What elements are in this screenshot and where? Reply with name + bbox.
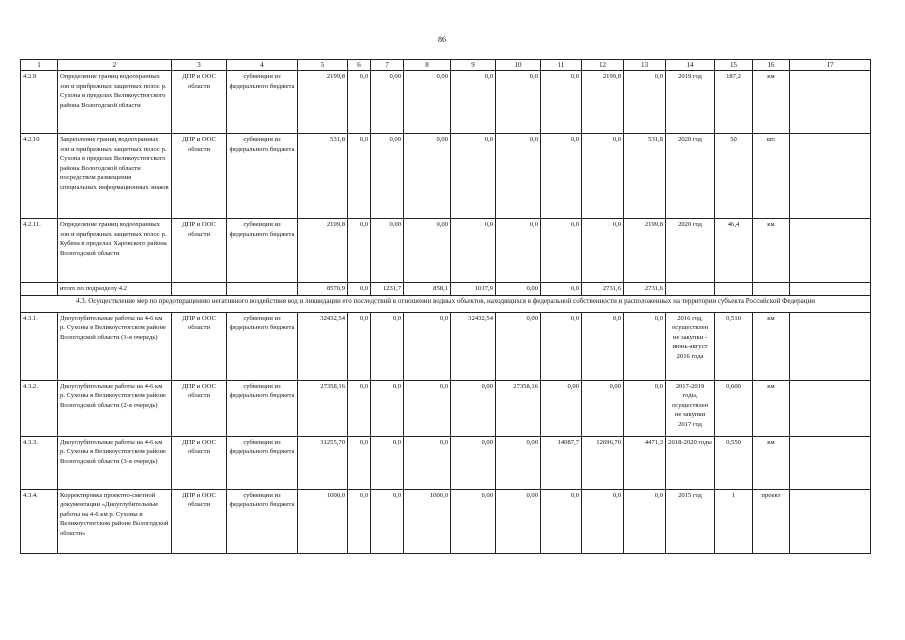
- section-title: 4.3. Осуществление мер по предотвращению негативного воздействия вод и ликвидации его последствий в отношении водных объектов, находящихся в федеральной собственности и расположенных на территории субъекта Российской Федерации: [21, 295, 871, 312]
- table-cell: ДПР и ООС области: [172, 436, 227, 489]
- header-cell: 4: [227, 60, 298, 71]
- table-cell: 2016 год, осуществлен не закупки - июнь-август 2016 года: [666, 312, 715, 380]
- table-cell: км: [753, 71, 790, 134]
- table-cell: 0,0: [404, 380, 451, 436]
- table-cell: 4.3.4.: [21, 489, 58, 553]
- header-cell: 12: [582, 60, 624, 71]
- table-cell: 0,0: [348, 489, 371, 553]
- table-cell: 0,00: [582, 380, 624, 436]
- table-cell: субвенции из федерального бюджета: [227, 312, 298, 380]
- section-row: [21, 295, 871, 312]
- table-cell: 2017-2019 годы, осуществлен не закупки 2017 год: [666, 380, 715, 436]
- table-row: [21, 436, 871, 489]
- table-cell: 0,0: [624, 489, 666, 553]
- table-row: [21, 312, 871, 380]
- table-cell: 0,0: [624, 71, 666, 134]
- table-cell: 0,0: [371, 436, 404, 489]
- table-cell: 0,00: [451, 489, 496, 553]
- table-cell: 0,0: [541, 312, 582, 380]
- table-cell: субвенции из федерального бюджета: [227, 380, 298, 436]
- table-cell: 0,00: [496, 312, 541, 380]
- table-row: [21, 134, 871, 219]
- table-cell: 4471,3: [624, 436, 666, 489]
- table-cell: 0,00: [496, 489, 541, 553]
- header-cell: 9: [451, 60, 496, 71]
- table-row: [21, 489, 871, 553]
- table-cell: 31255,70: [298, 436, 348, 489]
- header-cell: 13: [624, 60, 666, 71]
- table-cell: 0,600: [715, 380, 753, 436]
- table-cell: 0,0: [371, 312, 404, 380]
- table-cell: итого по подразделу 4.2: [58, 283, 172, 296]
- table-cell: 0,0: [348, 436, 371, 489]
- table-row: [21, 283, 871, 296]
- table-cell: 4.2.11.: [21, 219, 58, 283]
- table-cell: ДПР и ООС области: [172, 134, 227, 219]
- table-cell: 50: [715, 134, 753, 219]
- table-cell: 1000,0: [404, 489, 451, 553]
- table-cell: 0,0: [496, 219, 541, 283]
- table-cell: 0,0: [624, 380, 666, 436]
- table-cell: 187,2: [715, 71, 753, 134]
- table-cell: 0,0: [348, 71, 371, 134]
- header-cell: 1: [21, 60, 58, 71]
- table-cell: 0,0: [348, 283, 371, 296]
- header-cell: 17: [790, 60, 871, 71]
- table-row: [21, 219, 871, 283]
- table-cell: 0,00: [404, 71, 451, 134]
- table-cell: 0,0: [582, 489, 624, 553]
- table-cell: 0,00: [371, 134, 404, 219]
- table-cell: Корректировка проектно-сметной документации «Дноуглубительные работы на 4-6 км р. Сухоны в Великоустюгском районе Вологодской области»: [58, 489, 172, 553]
- table-cell: 0,00: [371, 71, 404, 134]
- table-cell: ДПР и ООС области: [172, 219, 227, 283]
- table-cell: 0,0: [348, 380, 371, 436]
- table-cell: [790, 436, 871, 489]
- table-cell: субвенции из федерального бюджета: [227, 219, 298, 283]
- table-row: [21, 71, 871, 134]
- table-cell: 0,00: [404, 219, 451, 283]
- table-cell: [790, 489, 871, 553]
- table-cell: 2199,8: [298, 71, 348, 134]
- table-cell: 0,00: [404, 134, 451, 219]
- table-cell: 1231,7: [371, 283, 404, 296]
- table-cell: 8570,9: [298, 283, 348, 296]
- table-cell: 0,550: [715, 436, 753, 489]
- header-cell: 16: [753, 60, 790, 71]
- table-cell: 46,4: [715, 219, 753, 283]
- table-cell: 1017,9: [451, 283, 496, 296]
- table-cell: 32432,54: [451, 312, 496, 380]
- table-cell: Определение границ водоохранных зон и прибрежных защитных полос р. Сухона в пределах Великоустюгского района Вологодской области: [58, 71, 172, 134]
- table-cell: 0,0: [624, 312, 666, 380]
- table-cell: Дноуглубительные работы на 4-6 км р. Сухоны в Великоустюгском районе Вологодской области (1-я очередь): [58, 312, 172, 380]
- table-cell: [790, 312, 871, 380]
- table-cell: 0,0: [582, 219, 624, 283]
- table-cell: [666, 283, 715, 296]
- table-cell: 0,0: [541, 489, 582, 553]
- table-cell: 27358,16: [298, 380, 348, 436]
- table-cell: 2199,8: [624, 219, 666, 283]
- table-cell: 2020 год: [666, 134, 715, 219]
- table-cell: 0,0: [451, 134, 496, 219]
- table-cell: 4.3.2.: [21, 380, 58, 436]
- table-cell: [790, 71, 871, 134]
- table-cell: 27358,16: [496, 380, 541, 436]
- table-cell: ДПР и ООС области: [172, 489, 227, 553]
- table-cell: 0,0: [541, 283, 582, 296]
- header-cell: 8: [404, 60, 451, 71]
- table-cell: 0,0: [371, 489, 404, 553]
- table-cell: ДПР и ООС области: [172, 312, 227, 380]
- table-cell: км: [753, 380, 790, 436]
- table-cell: 0,00: [371, 219, 404, 283]
- table-cell: 0,0: [371, 380, 404, 436]
- table-cell: 0,0: [541, 134, 582, 219]
- table-cell: 858,1: [404, 283, 451, 296]
- header-row: [21, 60, 871, 71]
- table-cell: субвенции из федерального бюджета: [227, 489, 298, 553]
- table-cell: 4.2.9: [21, 71, 58, 134]
- table-cell: [790, 283, 871, 296]
- header-cell: 2: [58, 60, 172, 71]
- table-cell: 0,0: [541, 219, 582, 283]
- table-cell: 2018-2020 годы: [666, 436, 715, 489]
- budget-table: [20, 59, 871, 554]
- table-cell: [715, 283, 753, 296]
- table-cell: км: [753, 312, 790, 380]
- table-cell: Определение границ водоохранных зон и прибрежных защитных полос р. Кубена в пределах Харовского района Вологодской области: [58, 219, 172, 283]
- header-cell: 11: [541, 60, 582, 71]
- table-cell: ДПР и ООС области: [172, 380, 227, 436]
- table-cell: 4.2.10: [21, 134, 58, 219]
- table-cell: 0,00: [451, 436, 496, 489]
- table-cell: ДПР и ООС области: [172, 71, 227, 134]
- table-cell: 0,00: [541, 380, 582, 436]
- table-cell: [172, 283, 227, 296]
- header-cell: 6: [348, 60, 371, 71]
- table-cell: 4.3.1.: [21, 312, 58, 380]
- table-cell: 0,0: [348, 312, 371, 380]
- header-cell: 15: [715, 60, 753, 71]
- header-cell: 14: [666, 60, 715, 71]
- table-cell: субвенции из федерального бюджета: [227, 436, 298, 489]
- table-cell: 0,0: [451, 219, 496, 283]
- table-cell: 0,0: [451, 71, 496, 134]
- table-cell: 12696,70: [582, 436, 624, 489]
- table-cell: [790, 219, 871, 283]
- table-cell: 0,510: [715, 312, 753, 380]
- table-cell: 531,8: [624, 134, 666, 219]
- table-cell: субвенции из федерального бюджета: [227, 134, 298, 219]
- table-cell: 0,0: [496, 134, 541, 219]
- table-cell: [790, 134, 871, 219]
- table-cell: 2199,8: [298, 219, 348, 283]
- table-cell: 1: [715, 489, 753, 553]
- table-cell: 0,0: [582, 134, 624, 219]
- table-cell: км: [753, 436, 790, 489]
- table-cell: [21, 283, 58, 296]
- table-cell: 0,0: [404, 436, 451, 489]
- table-cell: субвенции из федерального бюджета: [227, 71, 298, 134]
- table-cell: 0,0: [348, 219, 371, 283]
- header-cell: 5: [298, 60, 348, 71]
- table-cell: 0,00: [451, 380, 496, 436]
- table-cell: 0,0: [496, 71, 541, 134]
- table-cell: 32432,54: [298, 312, 348, 380]
- table-cell: [790, 380, 871, 436]
- header-cell: 7: [371, 60, 404, 71]
- table-cell: 4.3.3.: [21, 436, 58, 489]
- table-cell: Закрепление границ водоохранных зон и прибрежных защитных полос р. Сухона в пределах Великоустюгского района Вологодской области посредством размещения специальных информационных знаков: [58, 134, 172, 219]
- table-cell: 2731,6: [582, 283, 624, 296]
- header-cell: 3: [172, 60, 227, 71]
- table-cell: 0,0: [541, 71, 582, 134]
- table-cell: [227, 283, 298, 296]
- table-cell: Дноуглубительные работы на 4-6 км р. Сухоны в Великоустюгском районе Вологодской области (3-я очередь): [58, 436, 172, 489]
- table-cell: 2020 год: [666, 219, 715, 283]
- table-cell: [753, 283, 790, 296]
- table-cell: 2019 год: [666, 71, 715, 134]
- table-cell: 0,0: [404, 312, 451, 380]
- table-cell: 2731,6: [624, 283, 666, 296]
- table-cell: км: [753, 219, 790, 283]
- table-cell: 0,00: [496, 283, 541, 296]
- table-cell: проект: [753, 489, 790, 553]
- table-row: [21, 380, 871, 436]
- header-cell: 10: [496, 60, 541, 71]
- table-cell: шт.: [753, 134, 790, 219]
- table-cell: 0,0: [582, 312, 624, 380]
- table-cell: 2199,8: [582, 71, 624, 134]
- table-cell: 0,0: [348, 134, 371, 219]
- table-cell: 1000,0: [298, 489, 348, 553]
- table-cell: 531,8: [298, 134, 348, 219]
- table-cell: 0,00: [496, 436, 541, 489]
- table-cell: Дноуглубительные работы на 4-6 км р. Сухоны в Великоустюгском районе Вологодской области (2-я очередь): [58, 380, 172, 436]
- table-cell: 2015 год: [666, 489, 715, 553]
- page-number: 86: [438, 35, 446, 44]
- table-cell: 14087,7: [541, 436, 582, 489]
